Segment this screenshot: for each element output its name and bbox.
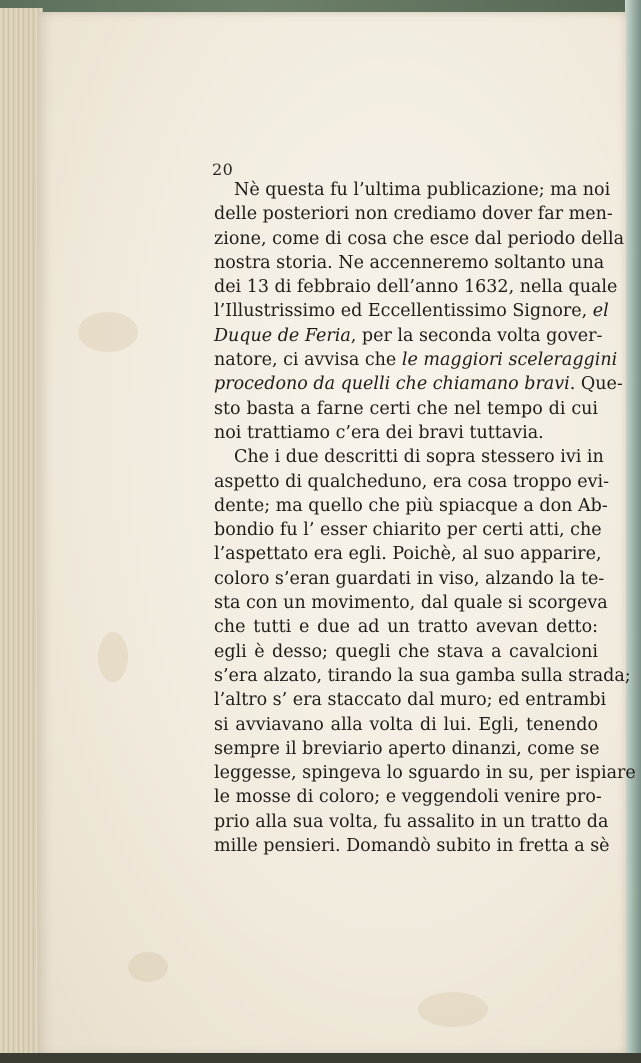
italic-text: el: [592, 301, 609, 322]
text-span: coloro s’eran guardati in viso, alzando la te-: [214, 568, 605, 589]
text-line: [214, 834, 610, 858]
text-line: [214, 664, 631, 688]
text-line: [214, 567, 605, 591]
text-span: . Que-: [569, 374, 623, 395]
text-line: [214, 518, 602, 542]
text-line: [214, 785, 602, 809]
text-line: [214, 324, 603, 348]
book-cover-bottom: [0, 1053, 641, 1063]
italic-text: procedono da quelli che chiamano bravi: [214, 374, 570, 395]
text-span: aspetto di qualcheduno, era cosa troppo evi-: [214, 471, 610, 492]
text-line: [214, 227, 625, 251]
text-span: noi trattiamo c’era dei bravi tuttavia.: [214, 422, 544, 443]
text-line: [214, 275, 618, 299]
text-line: [214, 178, 611, 202]
paragraph: [214, 178, 625, 445]
text-line: [214, 251, 605, 275]
text-span: nostra storia. Ne accenneremo soltanto una: [214, 252, 605, 273]
paper-stain: [418, 992, 488, 1027]
text-line: [214, 445, 604, 469]
text-span: delle posteriori non crediamo dover far men-: [214, 204, 613, 225]
text-span: sempre il breviario aperto dinanzi, come se: [214, 738, 600, 759]
page-number: 20: [212, 160, 234, 179]
text-span: , per la seconda volta gover-: [350, 325, 603, 346]
paper-stain: [98, 632, 128, 682]
text-line: [214, 737, 598, 761]
paper-stain: [78, 312, 138, 352]
italic-text: Duque de Feria: [214, 325, 351, 346]
text-span: si avviavano alla volta di lui. Egli, tenendo: [214, 714, 598, 735]
body-text: [214, 178, 636, 858]
text-line: [214, 640, 598, 664]
text-line: [214, 761, 636, 785]
text-line: [214, 494, 608, 518]
text-line: [214, 202, 613, 226]
text-span: sta con un movimento, dal quale si scorgeva: [214, 593, 608, 614]
text-line: [214, 299, 609, 323]
text-span: Nè questa fu l’ultima publicazione; ma noi: [234, 180, 611, 200]
text-span: zione, come di cosa che esce dal periodo della: [214, 228, 625, 249]
text-span: l’altro s’ era staccato dal muro; ed entrambi: [214, 690, 607, 711]
text-span: natore, ci avvisa che: [214, 350, 402, 371]
text-span: mille pensieri. Domandò subito in fretta a sè: [214, 836, 610, 857]
text-line: [214, 470, 610, 494]
paragraph: [214, 445, 636, 858]
book-cover-right: [625, 0, 641, 1063]
text-span: bondio fu l’ esser chiarito per certi atti, che: [214, 520, 602, 541]
text-span: leggesse, spingeva lo sguardo in su, per ispiare: [214, 763, 636, 784]
text-line: [214, 591, 608, 615]
text-span: che tutti e due ad un tratto avevan detto:: [214, 617, 598, 638]
text-span: le mosse di coloro; e veggendoli venire pro-: [214, 787, 602, 808]
text-line: [214, 397, 598, 421]
text-line: [214, 810, 609, 834]
text-span: l’Illustrissimo ed Eccellentissimo Signore,: [214, 301, 593, 322]
text-line: [214, 615, 598, 639]
text-span: l’aspettato era egli. Poichè, al suo apparire,: [214, 544, 602, 565]
text-line: [214, 688, 607, 712]
paper-stain: [128, 952, 168, 982]
text-line: [214, 348, 618, 372]
italic-text: le maggiori sceleraggini: [401, 350, 618, 371]
text-span: dei 13 di febbraio dell’anno 1632, nella quale: [214, 277, 618, 298]
text-line: [214, 713, 598, 737]
text-span: s’era alzato, tirando la sua gamba sulla strada;: [214, 665, 631, 686]
text-span: sto basta a farne certi che nel tempo di cui: [214, 398, 598, 419]
text-span: Che i due descritti di sopra stessero ivi in: [234, 447, 604, 468]
text-line: [214, 542, 602, 566]
text-span: prio alla sua volta, fu assalito in un tratto da: [214, 811, 609, 832]
text-line: [214, 372, 623, 396]
text-line: [214, 421, 598, 445]
page-edges: [0, 8, 43, 1058]
text-span: dente; ma quello che più spiacque a don Ab-: [214, 495, 608, 516]
text-span: egli è desso; quegli che stava a cavalcioni: [214, 641, 598, 662]
